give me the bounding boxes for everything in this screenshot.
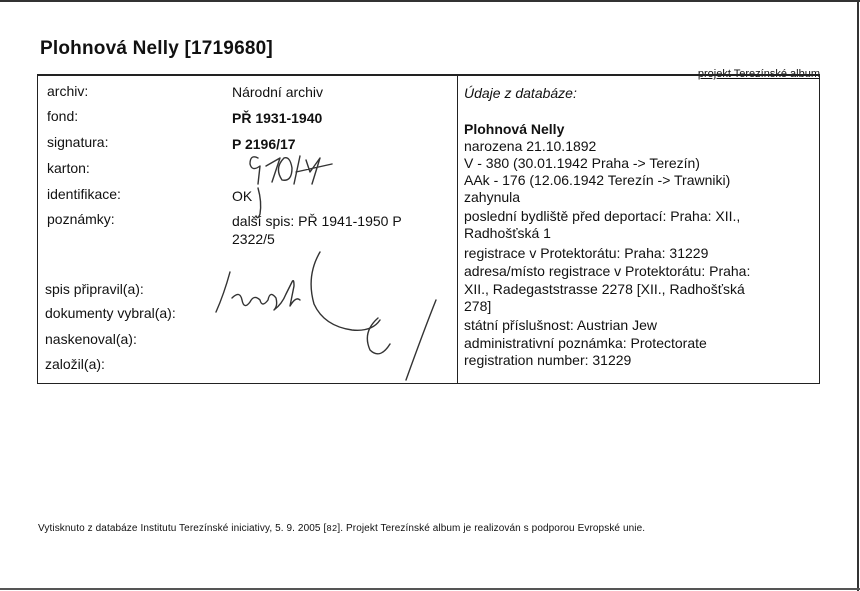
zalozil-label: založil(a):: [45, 356, 105, 372]
signature-loop: [311, 252, 380, 330]
karton-label: karton:: [47, 160, 90, 176]
footer-text-start: Vytisknuto z databáze Institutu Terezínské iniciativy, 5. 9. 2005 [: [38, 523, 327, 534]
fond-value: PŘ 1931-1940: [232, 110, 323, 126]
poznamky-value-line2: 2322/5: [232, 231, 275, 247]
project-label: projekt Terezínské album: [697, 68, 820, 80]
db-line: administrativní poznámka: Protectorate: [464, 335, 707, 351]
db-line: AAk - 176 (12.06.1942 Terezín -> Trawniki): [464, 172, 731, 188]
footer-text-end: ]. Projekt Terezínské album je realizován s podporou Evropské unie.: [337, 523, 646, 534]
db-line: XII., Radegaststrasse 2278 [XII., Radhošťská: [464, 281, 745, 297]
db-line: V - 380 (30.01.1942 Praha -> Terezín): [464, 155, 700, 171]
poznamky-label: poznámky:: [47, 211, 115, 227]
print-footer: [38, 523, 645, 534]
identifikace-value: OK: [232, 188, 253, 204]
db-line: narozena 21.10.1892: [464, 138, 597, 154]
db-line: státní příslušnost: Austrian Jew: [464, 317, 657, 333]
signatura-value: P 2196/17: [232, 136, 296, 152]
record-title: Plohnová Nelly [1719680]: [40, 38, 273, 59]
database-heading: Údaje z databáze:: [464, 85, 577, 101]
spis-pripravil-label: spis připravil(a):: [45, 281, 144, 297]
poznamky-value-line1: další spis: PŘ 1941-1950 P: [232, 213, 402, 229]
footer-code: 82: [326, 524, 338, 534]
karton-handwriting: [250, 156, 332, 184]
archiv-label: archiv:: [47, 83, 89, 99]
archiv-value: Národní archiv: [232, 84, 324, 100]
db-line: Radhošťská 1: [464, 225, 551, 241]
db-line: zahynula: [464, 189, 521, 205]
ok-checkmark: [256, 188, 261, 218]
identifikace-label: identifikace:: [47, 186, 121, 202]
db-line: poslední bydliště před deportací: Praha: XII.,: [464, 208, 741, 224]
db-line: registration number: 31229: [464, 352, 632, 368]
db-line: 278]: [464, 298, 492, 314]
signatura-label: signatura:: [47, 134, 109, 150]
dokumenty-vybral-label: dokumenty vybral(a):: [45, 305, 176, 321]
signature-slash: [367, 300, 436, 380]
person-name: Plohnová Nelly: [464, 121, 565, 137]
fond-label: fond:: [47, 108, 79, 124]
db-line: adresa/místo registrace v Protektorátu: Praha:: [464, 263, 751, 279]
naskenoval-label: naskenoval(a):: [45, 331, 137, 347]
signature: [216, 272, 300, 312]
db-line: registrace v Protektorátu: Praha: 31229: [464, 245, 709, 261]
